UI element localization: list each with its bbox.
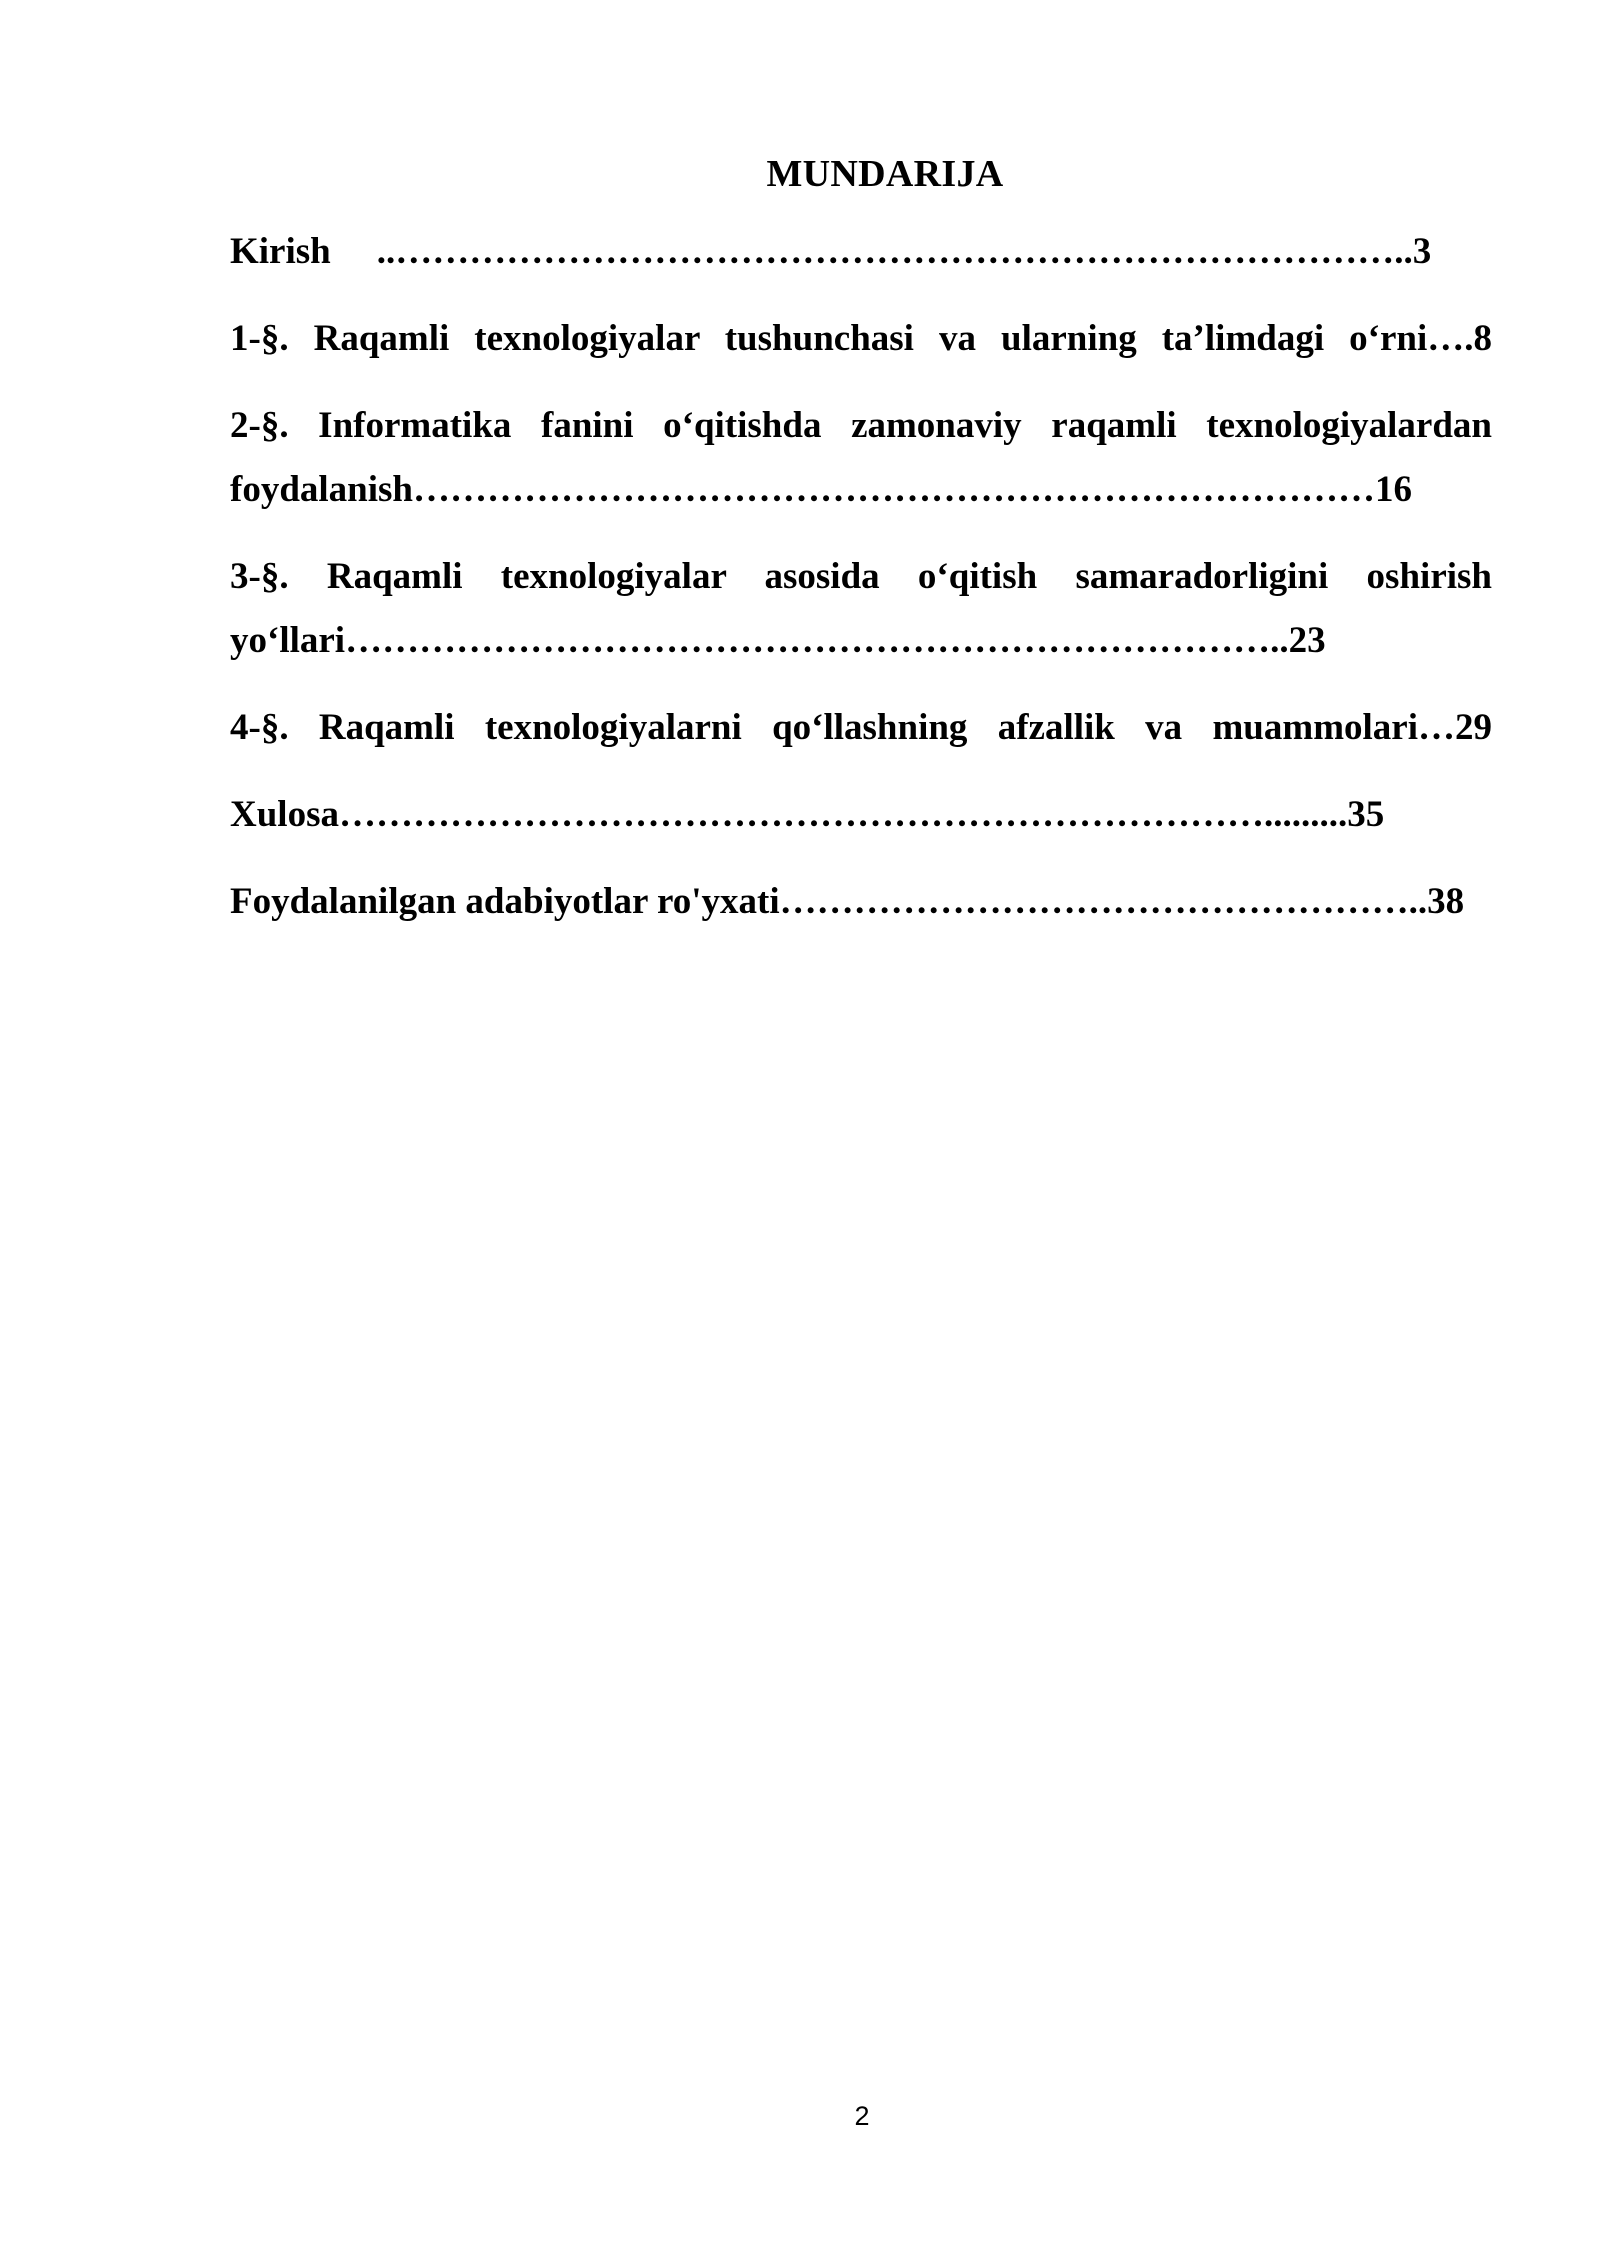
toc-entry-kirish-label: Kirish: [230, 231, 331, 272]
toc-entry-kirish: [230, 220, 1492, 284]
toc-entry-section-3-line2: yo‘llari…………………………………………………………………..23: [230, 620, 1326, 661]
toc-entry-kirish-leader: ..………………………………………………………………………..3: [376, 231, 1432, 272]
toc-entry-section-2: [230, 394, 1492, 522]
table-of-contents: [230, 220, 1492, 934]
toc-entry-section-2-line2: foydalanish……………………………………………………………………16: [230, 469, 1413, 510]
toc-entry-section-4: 4-§. Raqamli texnologiyalarni qo‘llashning afzallik va muammolari…29: [230, 707, 1492, 748]
page-number: 2: [854, 2101, 870, 2131]
toc-entry-section-3-line1: 3-§. Raqamli texnologiyalar asosida o‘qitish samaradorligini oshirish: [230, 556, 1492, 597]
toc-entry-references: Foydalanilgan adabiyotlar ro'yxati……………………………………………..38: [230, 881, 1465, 922]
page-title: MUNDARIJA: [766, 153, 1004, 195]
toc-entry-section-2-line1: 2-§. Informatika fanini o‘qitishda zamonaviy raqamli texnologiyalardan: [230, 405, 1492, 446]
toc-entry-xulosa: Xulosa………………………………………………………………….........35: [230, 794, 1385, 835]
toc-entry-section-3: [230, 545, 1492, 673]
toc-entry-section-1: 1-§. Raqamli texnologiyalar tushunchasi va ularning ta’limdagi o‘rni….8: [230, 318, 1492, 359]
